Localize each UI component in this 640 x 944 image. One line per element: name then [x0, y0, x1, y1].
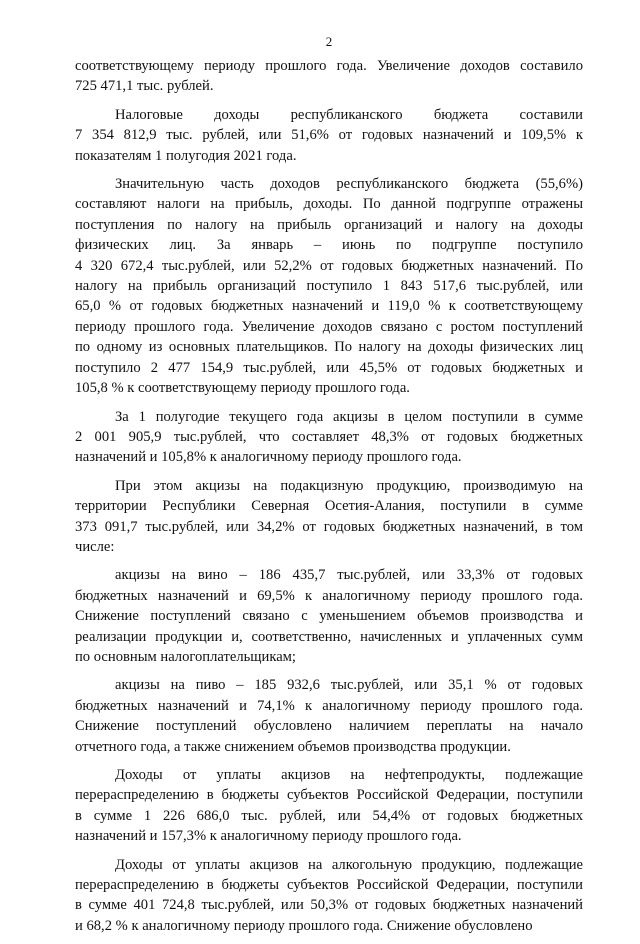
paragraph — [75, 675, 583, 757]
text-line: 2 001 905,9 тыс.рублей, что составляет 48,3% от годовых бюджетных — [75, 428, 583, 445]
text-line: акцизы на вино – 186 435,7 тыс.рублей, или 33,3% от годовых — [115, 567, 583, 584]
text-line: Снижение поступлений связано с уменьшением объемов производства и — [75, 608, 583, 625]
text-line: и 68,2 % к аналогичному периоду прошлого года. Снижение обусловлено — [75, 917, 533, 934]
page-number: 2 — [325, 34, 333, 49]
text-line: составляют налоги на прибыль, доходы. По данной подгруппе отражены — [75, 196, 583, 213]
paragraph — [75, 476, 583, 558]
text-line: 725 471,1 тыс. рублей. — [75, 78, 214, 95]
document-page — [75, 34, 583, 944]
text-line: соответствующему периоду прошлого года. Увеличение доходов составило — [75, 58, 583, 74]
text-line: реализации продукции и, соответственно, начисленных и уплаченных сумм — [75, 628, 583, 645]
text-line: Доходы от уплаты акцизов на нефтепродукты, подлежащие — [115, 767, 583, 783]
paragraph — [75, 407, 583, 468]
text-line: 373 091,7 тыс.рублей, или 34,2% от годовых бюджетных назначений, в том — [75, 518, 583, 535]
text-line: 105,8 % к соответствующему периоду прошлого года. — [75, 380, 410, 397]
text-line: назначений и 157,3% к аналогичному периоду прошлого года. — [75, 828, 462, 845]
text-line: поступило 2 477 154,9 тыс.рублей, или 45,5% от годовых бюджетных и — [75, 359, 583, 376]
paragraph — [75, 105, 583, 166]
text-line: 65,0 % от годовых бюджетных назначений и 119,0 % к соответствующему — [75, 298, 583, 315]
text-line: Значительную часть доходов республиканского бюджета (55,6%) — [115, 176, 583, 193]
text-line: физических лиц. За январь – июнь по подгруппе поступило — [75, 237, 583, 254]
text-line: поступления по налогу на прибыль организаций и налогу на доходы — [75, 216, 583, 233]
text-line: показателям 1 полугодия 2021 года. — [75, 147, 297, 164]
text-line: по основным налогоплательщикам; — [75, 648, 296, 665]
text-line: 4 320 672,4 тыс.рублей, или 52,2% от годовых бюджетных назначений. По — [75, 257, 583, 274]
text-line: территории Республики Северная Осетия-Алания, поступили в сумме — [75, 498, 583, 515]
text-line: перераспределению в бюджеты субъектов Российской Федерации, поступили — [75, 877, 583, 894]
text-line: периоду прошлого года. Увеличение доходов связано с ростом поступлений — [75, 318, 583, 335]
text-line: Снижение поступлений обусловлено наличием переплаты на начало — [75, 718, 583, 735]
text-line: При этом акцизы на подакцизную продукцию, производимую на — [115, 477, 583, 494]
paragraph — [75, 565, 583, 667]
text-line: в сумме 401 724,8 тыс.рублей, или 50,3% от годовых бюджетных назначений — [75, 897, 583, 914]
paragraph — [75, 174, 583, 398]
text-line: числе: — [75, 538, 115, 555]
text-line: назначений и 105,8% к аналогичному периоду прошлого года. — [75, 449, 462, 466]
paragraph — [75, 56, 583, 97]
text-line: перераспределению в бюджеты субъектов Российской Федерации, поступили — [75, 787, 583, 804]
text-line: Налоговые доходы республиканского бюджета составили — [115, 106, 583, 123]
text-line: акцизы на пиво – 185 932,6 тыс.рублей, или 35,1 % от годовых — [115, 677, 583, 694]
text-line: бюджетных назначений и 74,1% к аналогичному периоду прошлого года. — [75, 697, 583, 714]
text-line: отчетного года, а также снижением объемов производства продукции. — [75, 738, 511, 755]
text-line: За 1 полугодие текущего года акцизы в целом поступили в сумме — [115, 408, 583, 425]
text-line: 7 354 812,9 тыс. рублей, или 51,6% от годовых назначений и 109,5% к — [75, 127, 583, 144]
text-line: по одному из основных плательщиков. По налогу на доходы физических лиц — [75, 339, 583, 356]
document-body — [75, 56, 583, 936]
text-line: Доходы от уплаты акцизов на алкогольную продукцию, подлежащие — [115, 856, 583, 873]
text-line: в сумме 1 226 686,0 тыс. рублей, или 54,4% от годовых бюджетных — [75, 807, 583, 824]
paragraph — [75, 855, 583, 937]
text-line: бюджетных назначений и 69,5% к аналогичному периоду прошлого года. — [75, 587, 583, 604]
text-line: налогу на прибыль организаций поступило 1 843 517,6 тыс.рублей, или — [75, 278, 583, 295]
paragraph — [75, 765, 583, 847]
